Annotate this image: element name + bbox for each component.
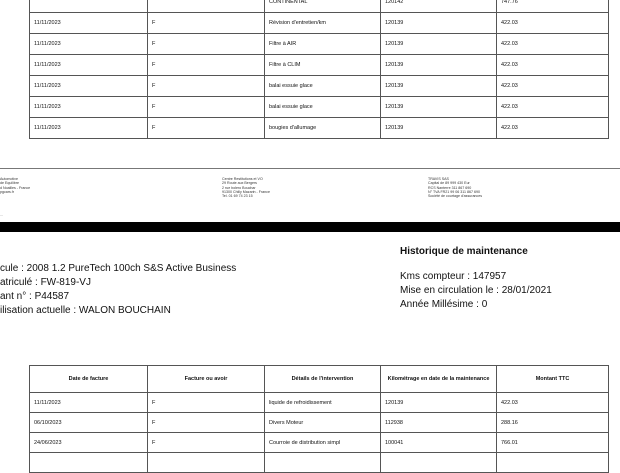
cell-mileage: 112938	[381, 413, 497, 433]
header-invoice-type: Facture ou avoir	[148, 366, 265, 393]
footer-text: 2 rue bolero Bouchar	[222, 185, 256, 190]
cell-invoice-date: 11/11/2023	[30, 55, 148, 76]
cell-amount: 422.03	[497, 13, 609, 34]
cell-invoice-date	[30, 0, 148, 13]
cell-invoice-type: F	[148, 34, 265, 55]
cell-intervention-details: Révision d'entretien/km	[265, 13, 381, 34]
footer-text: TRAVIS SAS	[428, 177, 449, 181]
footer-text: Capital de 89 999 430 Eur	[428, 181, 470, 186]
cell-mileage: 120139	[381, 393, 497, 413]
footer-col-2	[222, 177, 342, 198]
cell-intervention-details: balai essuie glace	[265, 97, 381, 118]
table-row	[30, 76, 609, 97]
cell-amount: 747.76	[497, 0, 609, 13]
cell-amount: 766.01	[497, 433, 609, 453]
header-intervention-details: Détails de l'intervention	[265, 366, 381, 393]
cell-amount	[497, 453, 609, 473]
cell-intervention-details: Filtre à CLIM	[265, 55, 381, 76]
cell-mileage	[381, 453, 497, 473]
cell-invoice-type: F	[148, 413, 265, 433]
odometer-value: Kms compteur : 147957	[400, 271, 507, 282]
cell-mileage: 100041	[381, 433, 497, 453]
footer-text: Centre Restitutions et VO	[222, 177, 263, 181]
cell-invoice-type	[148, 0, 265, 13]
cell-invoice-type: F	[148, 76, 265, 97]
cell-amount: 422.03	[497, 393, 609, 413]
cell-invoice-date: 24/06/2023	[30, 433, 148, 453]
header-amount: Montant TTC	[497, 366, 609, 393]
cell-intervention-details: CONTINENTAL	[265, 0, 381, 13]
cell-mileage: 120139	[381, 13, 497, 34]
history-title: Historique de maintenance	[400, 246, 528, 257]
cell-amount: 422.03	[497, 76, 609, 97]
table-row	[30, 433, 609, 453]
cell-mileage: 120139	[381, 76, 497, 97]
cell-invoice-date: 11/11/2023	[30, 393, 148, 413]
footer-text: Automotive	[0, 177, 18, 181]
cell-intervention-details: Courroie de distribution simpl	[265, 433, 381, 453]
vehicle-model: cule : 2008 1.2 PureTech 100ch S&S Active Business	[0, 263, 237, 274]
cell-mileage: 120139	[381, 34, 497, 55]
cell-mileage: 120139	[381, 118, 497, 139]
cell-invoice-date: 11/11/2023	[30, 76, 148, 97]
footer-text: 91300 Chilly Mazarin - France	[222, 189, 270, 194]
cell-intervention-details: Filtre à AIR	[265, 34, 381, 55]
cell-mileage: 120142	[381, 0, 497, 13]
table-row	[30, 97, 609, 118]
footer-text: RCS Nanterre 311 867 690	[428, 185, 472, 190]
footer-divider	[0, 168, 620, 169]
cell-invoice-type: F	[148, 13, 265, 34]
maintenance-table-top	[29, 0, 609, 139]
cell-invoice-type	[148, 453, 265, 473]
cell-amount: 422.03	[497, 34, 609, 55]
cell-mileage: 120139	[381, 55, 497, 76]
cell-amount: 288.16	[497, 413, 609, 433]
cell-invoice-date	[30, 453, 148, 473]
cell-invoice-type: F	[148, 118, 265, 139]
vehicle-client-number: ant n° : P44587	[0, 291, 70, 302]
cell-intervention-details: bougies d'allumage	[265, 118, 381, 139]
footer-text: N° TVA FR21 99 06 311 867 690	[428, 189, 480, 194]
vehicle-info	[0, 262, 236, 318]
cell-amount: 422.03	[497, 118, 609, 139]
cell-amount: 422.03	[497, 55, 609, 76]
cell-invoice-date: 11/11/2023	[30, 34, 148, 55]
first-registration: Mise en circulation le : 28/01/2021	[400, 285, 552, 296]
cell-invoice-type: F	[148, 393, 265, 413]
vehicle-plate: atriculé : FW-819-VJ	[0, 277, 91, 288]
header-invoice-date: Date de facture	[30, 366, 148, 393]
cell-intervention-details: Divers Moteur	[265, 413, 381, 433]
table-row	[30, 55, 609, 76]
footer-text: de Equilibre	[0, 181, 19, 186]
table-row	[30, 13, 609, 34]
cell-invoice-date: 11/11/2023	[30, 118, 148, 139]
page-break-band	[0, 222, 620, 232]
cell-invoice-date: 11/11/2023	[30, 97, 148, 118]
table-row	[30, 453, 609, 473]
history-info	[400, 270, 552, 312]
table-row	[30, 393, 609, 413]
cell-invoice-date: 11/11/2023	[30, 13, 148, 34]
cell-invoice-type: F	[148, 55, 265, 76]
footer-text: Société de courtage d'assurances	[428, 194, 483, 199]
cell-mileage: 120139	[381, 97, 497, 118]
table-row	[30, 118, 609, 139]
table-row	[30, 0, 609, 13]
footer-text: 29 Route aux Bergers	[222, 181, 257, 186]
cell-invoice-type: F	[148, 433, 265, 453]
cell-amount: 422.03	[497, 97, 609, 118]
cell-invoice-date: 06/10/2023	[30, 413, 148, 433]
footer-col-3	[428, 177, 548, 198]
cell-intervention-details: liquide de refroidissement	[265, 393, 381, 413]
table-header-row	[30, 366, 609, 393]
footer-text: Tel. 01 69 74 23 15	[222, 194, 253, 199]
footer-legal-line: ...	[0, 213, 3, 217]
table-row	[30, 413, 609, 433]
maintenance-table	[29, 365, 609, 473]
footer-col-1	[0, 177, 90, 194]
table-row	[30, 34, 609, 55]
model-year: Année Millésime : 0	[400, 299, 488, 310]
header-mileage: Kilométrage en date de la maintenance	[381, 366, 497, 393]
cell-invoice-type: F	[148, 97, 265, 118]
footer-text: d Noailles - France	[0, 185, 31, 190]
cell-intervention-details	[265, 453, 381, 473]
cell-intervention-details: balai essuie glace	[265, 76, 381, 97]
vehicle-usage: ilisation actuelle : WALON BOUCHAIN	[0, 305, 171, 316]
footer-text: pgcars.fr	[0, 189, 14, 194]
